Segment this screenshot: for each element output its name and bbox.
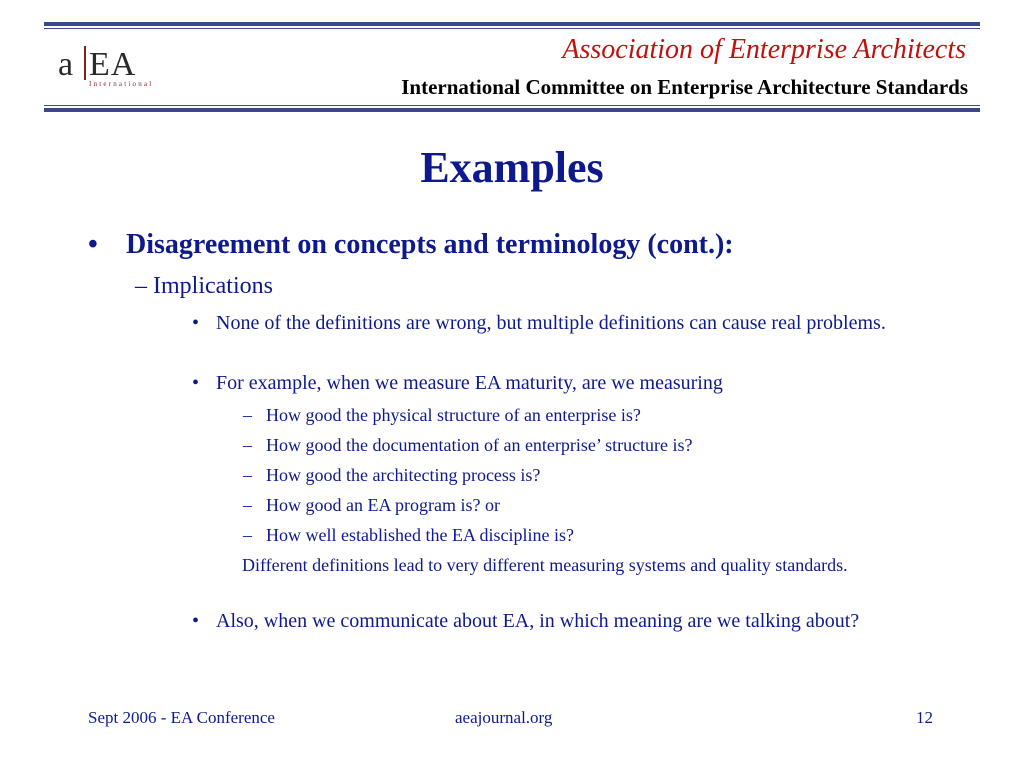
- point-item: [192, 310, 932, 337]
- sub-point-text: How good the documentation of an enterprise’ structure is?: [266, 435, 693, 455]
- dash-marker: –: [243, 405, 252, 425]
- footer-left: Sept 2006 - EA Conference: [88, 708, 275, 727]
- logo-divider: [84, 46, 86, 80]
- bullet-marker: •: [192, 372, 200, 394]
- aea-logo: [58, 42, 168, 92]
- committee-name: International Committee on Enterprise Architecture Standards: [401, 75, 968, 99]
- note-text: Different definitions lead to very different measuring systems and quality standards.: [242, 555, 848, 575]
- point-text: None of the definitions are wrong, but multiple definitions can cause real problems.: [216, 312, 886, 334]
- sub-point-text: How well established the EA discipline is?: [266, 525, 574, 545]
- header-top-rule: [44, 22, 980, 26]
- dash-marker: –: [243, 465, 252, 485]
- logo-letters-ea: EA: [89, 46, 137, 83]
- sub-point-text: How good the architecting process is?: [266, 465, 541, 485]
- logo-subtext: International: [89, 80, 154, 88]
- bullet-marker: •: [88, 229, 98, 260]
- sub-point-text: How good the physical structure of an enterprise is?: [266, 405, 641, 425]
- dash-marker: –: [243, 495, 252, 515]
- sub-point-item: [243, 493, 943, 517]
- sub-point-item: [243, 463, 943, 487]
- header-bottom-rule: [44, 105, 980, 106]
- level2-implications: – Implications: [135, 273, 273, 299]
- organization-name: Association of Enterprise Architects: [562, 34, 966, 65]
- dash-marker: –: [243, 525, 252, 545]
- bullet-marker: •: [192, 610, 200, 632]
- footer-center: aeajournal.org: [455, 708, 553, 727]
- sub-point-item: [243, 433, 943, 457]
- level1-text: Disagreement on concepts and terminology (cont.):: [126, 229, 734, 260]
- header-top-rule-thin: [44, 28, 980, 29]
- sub-point-text: How good an EA program is? or: [266, 495, 500, 515]
- measuring-note: [242, 553, 942, 577]
- header-bottom-rule-thick: [44, 108, 980, 112]
- bullet-marker: •: [192, 312, 200, 334]
- point-item: [192, 370, 932, 397]
- slide-number: 12: [916, 708, 933, 727]
- slide-title: Examples: [420, 143, 604, 192]
- dash-marker: –: [243, 435, 252, 455]
- final-point-item: [192, 608, 932, 635]
- sub-point-item: [243, 523, 943, 547]
- point-text: Also, when we communicate about EA, in which meaning are we talking about?: [216, 610, 860, 632]
- logo-letter-a: a: [58, 46, 74, 83]
- point-text: For example, when we measure EA maturity, are we measuring: [216, 372, 723, 394]
- sub-point-item: [243, 403, 943, 427]
